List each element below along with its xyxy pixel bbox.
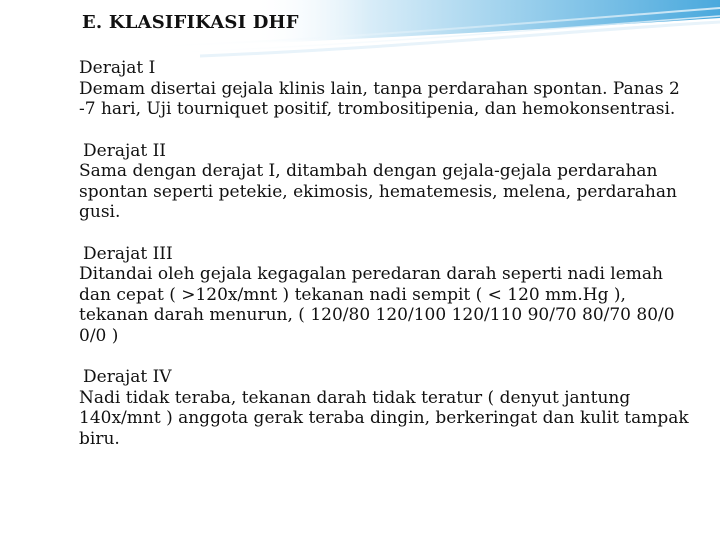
section-text: Ditandai oleh gejala kegagalan peredaran darah seperti nadi lemah dan cepat ( >120x/mnt ) tekanan nadi sempit ( < 120 mm.Hg ), tekanan darah menurun, ( 120/80 120/100 120/110 90/70 80/70 80/0 0/0 ) — [79, 264, 675, 346]
section-text: Demam disertai gejala klinis lain, tanpa perdarahan spontan. Panas 2 -7 hari, Uji tourniquet positif, trombositipenia, dan hemokonsentrasi. — [79, 78, 680, 119]
section-heading: Derajat I — [79, 58, 156, 78]
section-derajat-1 — [79, 58, 689, 120]
section-derajat-2 — [79, 141, 689, 223]
section-text: Nadi tidak teraba, tekanan darah tidak teratur ( denyut jantung 140x/mnt ) anggota gerak teraba dingin, berkeringat dan kulit tampak biru. — [79, 387, 689, 449]
section-derajat-4 — [79, 367, 689, 449]
slide-title: E. KLASIFIKASI DHF — [82, 12, 299, 33]
classification-list — [79, 58, 689, 470]
section-text: Sama dengan derajat I, ditambah dengan gejala-gejala perdarahan spontan seperti petekie, ekimosis, hematemesis, melena, perdarahan gusi. — [79, 161, 677, 222]
section-heading: Derajat III — [83, 243, 173, 264]
section-heading: Derajat II — [83, 140, 167, 161]
section-derajat-3 — [79, 244, 689, 347]
section-heading: Derajat IV — [83, 367, 172, 387]
